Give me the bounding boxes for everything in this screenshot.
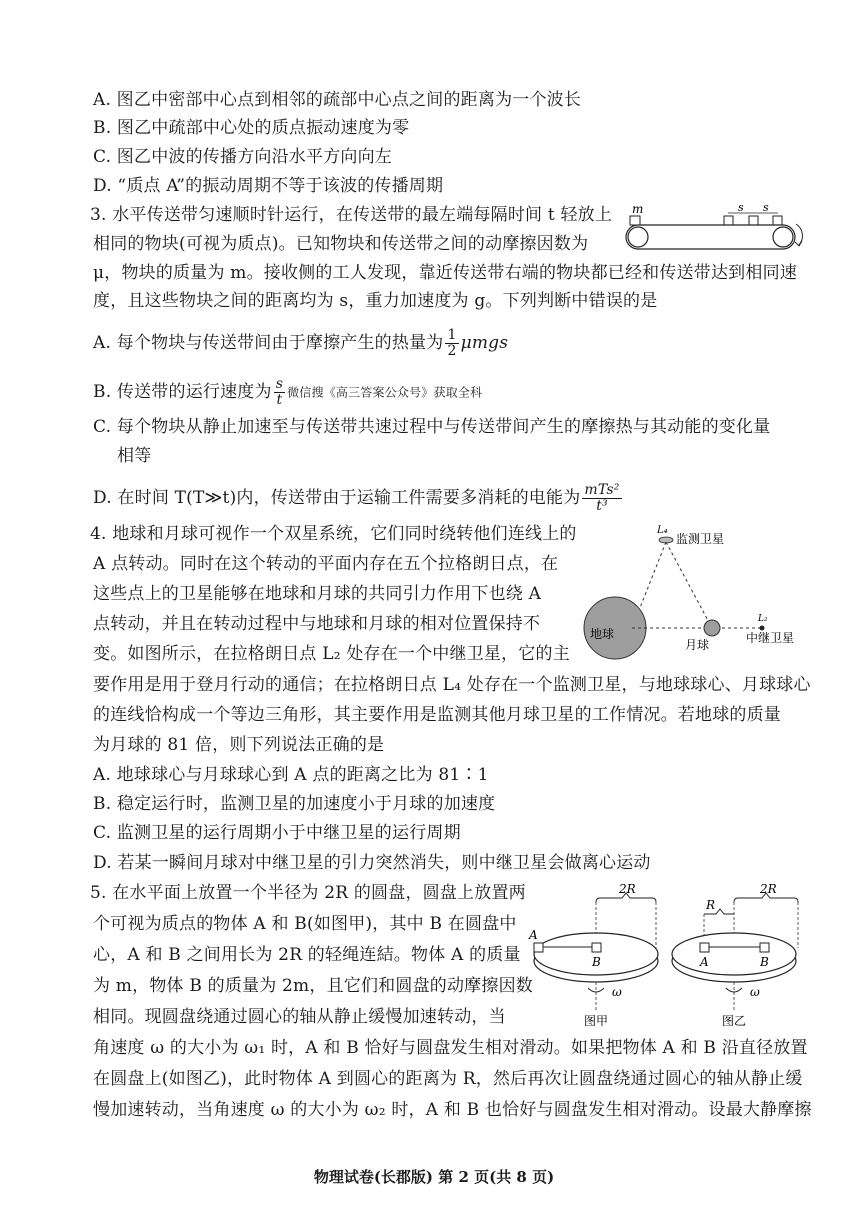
fig-label-a: A bbox=[700, 955, 709, 969]
fig-caption-yi: 图乙 bbox=[722, 1014, 747, 1028]
q4-option-c: C. 监测卫星的运行周期小于中继卫星的运行周期 bbox=[93, 823, 461, 843]
q3-stem-line: 相同的物块(可视为质点)。已知物块和传送带之间的动摩擦因数为 bbox=[93, 234, 589, 254]
q2-option-b: B. 图乙中疏部中心处的质点振动速度为零 bbox=[93, 118, 410, 138]
fig-caption-jia: 图甲 bbox=[584, 1014, 609, 1028]
q4-stem-line: 为月球的 81 倍，则下列说法正确的是 bbox=[93, 735, 385, 755]
fig-label-b: B bbox=[760, 955, 769, 969]
q4-option-b: B. 稳定运行时，监测卫星的加速度小于月球的加速度 bbox=[93, 794, 496, 814]
q3-stem-line: 度，且这些物块之间的距离均为 s，重力加速度为 g。下列判断中错误的是 bbox=[93, 291, 658, 311]
fig-label-monitor-satellite: 监测卫星 bbox=[676, 532, 725, 546]
q3-stem-line: μ，物块的质量为 m。接收侧的工人发现，靠近传送带右端的物块都已经和传送带达到相同速 bbox=[93, 263, 797, 283]
q4-stem-line: 点转动，并且在转动过程中与地球和月球的相对位置保持不 bbox=[93, 614, 541, 634]
watermark: 微信搜《高三答案公众号》获取全科 bbox=[287, 385, 483, 400]
fig-label-l4: L₄ bbox=[657, 525, 668, 536]
q5-stem-line: 心，A 和 B 之间用长为 2R 的轻绳连結。物体 A 的质量 bbox=[93, 945, 521, 965]
option-text: B. 传送带的运行速度为 bbox=[93, 382, 272, 402]
fig-label-s: s bbox=[738, 201, 744, 214]
disk-top bbox=[672, 933, 796, 975]
block bbox=[630, 216, 640, 225]
q4-stem-line: 的连线恰构成一个等边三角形，其主要作用是监测其他月球卫星的工作情况。若地球的质量 bbox=[93, 705, 781, 725]
q5-stem-line: 相同。现圆盘绕通过圆心的轴从静止缓慢加速转动，当 bbox=[93, 1007, 506, 1027]
q4-stem-line: 4. 地球和月球可视作一个双星系统，它们同时绕转他们连线上的 bbox=[90, 524, 577, 544]
q3-option-b bbox=[93, 377, 482, 408]
q4-option-d: D. 若某一瞬间月球对中继卫星的引力突然消失，则中继卫星会做离心运动 bbox=[93, 853, 651, 873]
q2-option-a: A. 图乙中密部中心点到相邻的疏部中心点之间的距离为一个波长 bbox=[93, 90, 582, 110]
q2-option-d: D. “质点 A”的振动周期不等于该波的传播周期 bbox=[93, 176, 444, 196]
fig-label-r: R bbox=[706, 898, 716, 912]
q4-stem-line: A 点转动。同时在这个转动的平面内存在五个拉格朗日点，在 bbox=[93, 554, 559, 574]
fig-label-s: s bbox=[763, 201, 769, 214]
fig-label-l2: L₂ bbox=[758, 614, 768, 624]
q3-option-a bbox=[93, 328, 508, 359]
q4-stem-line: 这些点上的卫星能够在地球和月球的共同引力作用下也绕 A bbox=[93, 584, 542, 604]
fig-label-m: m bbox=[632, 202, 644, 216]
option-formula: μmgs bbox=[460, 333, 509, 353]
q5-stem-line: 角速度 ω 的大小为 ω₁ 时，A 和 B 恰好与圆盘发生相对滑动。如果把物体 A 和 B 沿直径放置 bbox=[93, 1038, 808, 1058]
q3-option-d bbox=[93, 483, 624, 514]
q5-stem-line: 个可视为质点的物体 A 和 B(如图甲)，其中 B 在圆盘中 bbox=[93, 914, 517, 934]
q3-option-c-continued: 相等 bbox=[117, 446, 152, 466]
q5-stem-line: 为 m，物体 B 的质量为 2m，且它们和圆盘的动摩擦因数 bbox=[93, 976, 533, 996]
earth-moon-lagrange-figure bbox=[580, 520, 810, 660]
moon bbox=[704, 620, 720, 636]
q4-option-a: A. 地球球心与月球球心到 A 点的距离之比为 81∶1 bbox=[93, 765, 489, 785]
fraction: $\frac{1}{2}$ bbox=[447, 327, 457, 359]
object-b bbox=[592, 943, 601, 952]
fig-label-moon: 月球 bbox=[685, 638, 710, 652]
conveyor-belt-figure bbox=[618, 200, 808, 255]
page-footer: 物理试卷(长郡版) 第 2 页(共 8 页) bbox=[313, 1168, 555, 1186]
fraction: $\frac{\text{mTs²}}{\text{t³}}$ bbox=[584, 482, 620, 514]
fig-label-relay-satellite: 中继卫星 bbox=[746, 631, 795, 645]
q4-stem-line: 变。如图所示，在拉格朗日点 L₂ 处存在一个中继卫星，它的主 bbox=[93, 644, 570, 664]
block bbox=[773, 216, 782, 225]
fig-label-a: A bbox=[529, 928, 538, 942]
q2-option-c: C. 图乙中波的传播方向沿水平方向向左 bbox=[93, 147, 393, 167]
block bbox=[724, 216, 733, 225]
block bbox=[749, 216, 758, 225]
option-text: A. 每个物块与传送带间由于摩擦产生的热量为 bbox=[93, 333, 444, 353]
fig-label-omega: ω bbox=[612, 985, 622, 999]
right-roller bbox=[773, 227, 793, 247]
object-a bbox=[534, 943, 543, 952]
object-b bbox=[760, 943, 769, 952]
fig-label-omega: ω bbox=[750, 985, 760, 999]
figure-yi bbox=[664, 880, 809, 1035]
object-a bbox=[700, 943, 709, 952]
q5-stem-line: 5. 在水平面上放置一个半径为 2R 的圆盘，圆盘上放置两 bbox=[90, 883, 526, 903]
q3-option-c: C. 每个物块从静止加速至与传送带共速过程中与传送带间产生的摩擦热与其动能的变化量 bbox=[93, 417, 771, 437]
relay-satellite-icon bbox=[760, 626, 765, 631]
fig-label-2r: 2R bbox=[760, 882, 777, 896]
fig-label-earth: 地球 bbox=[590, 627, 615, 641]
q5-stem-line: 在圆盘上(如图乙)，此时物体 A 到圆心的距离为 R，然后再次让圆盘绕通过圆心的轴从静止缓 bbox=[93, 1069, 803, 1089]
option-text: D. 在时间 T(T≫t)内，传送带由于运输工件需要多消耗的电能为 bbox=[93, 488, 581, 508]
figure-jia bbox=[522, 880, 667, 1035]
fig-label-b: B bbox=[592, 955, 601, 969]
q5-stem-line: 慢加速转动，当角速度 ω 的大小为 ω₂ 时，A 和 B 也恰好与圆盘发生相对滑动。设最大静摩擦 bbox=[93, 1100, 812, 1120]
fraction: $\frac{s}{t}$ bbox=[275, 376, 284, 408]
left-roller bbox=[628, 227, 648, 247]
q4-stem-line: 要作用是用于登月行动的通信；在拉格朗日点 L₄ 处存在一个监测卫星，与地球球心、月球球心 bbox=[93, 675, 811, 695]
q3-stem-line: 3. 水平传送带匀速顺时针运行，在传送带的最左端每隔时间 t 轻放上 bbox=[90, 205, 613, 225]
belt bbox=[626, 225, 795, 249]
fig-label-2r: 2R bbox=[619, 882, 636, 896]
